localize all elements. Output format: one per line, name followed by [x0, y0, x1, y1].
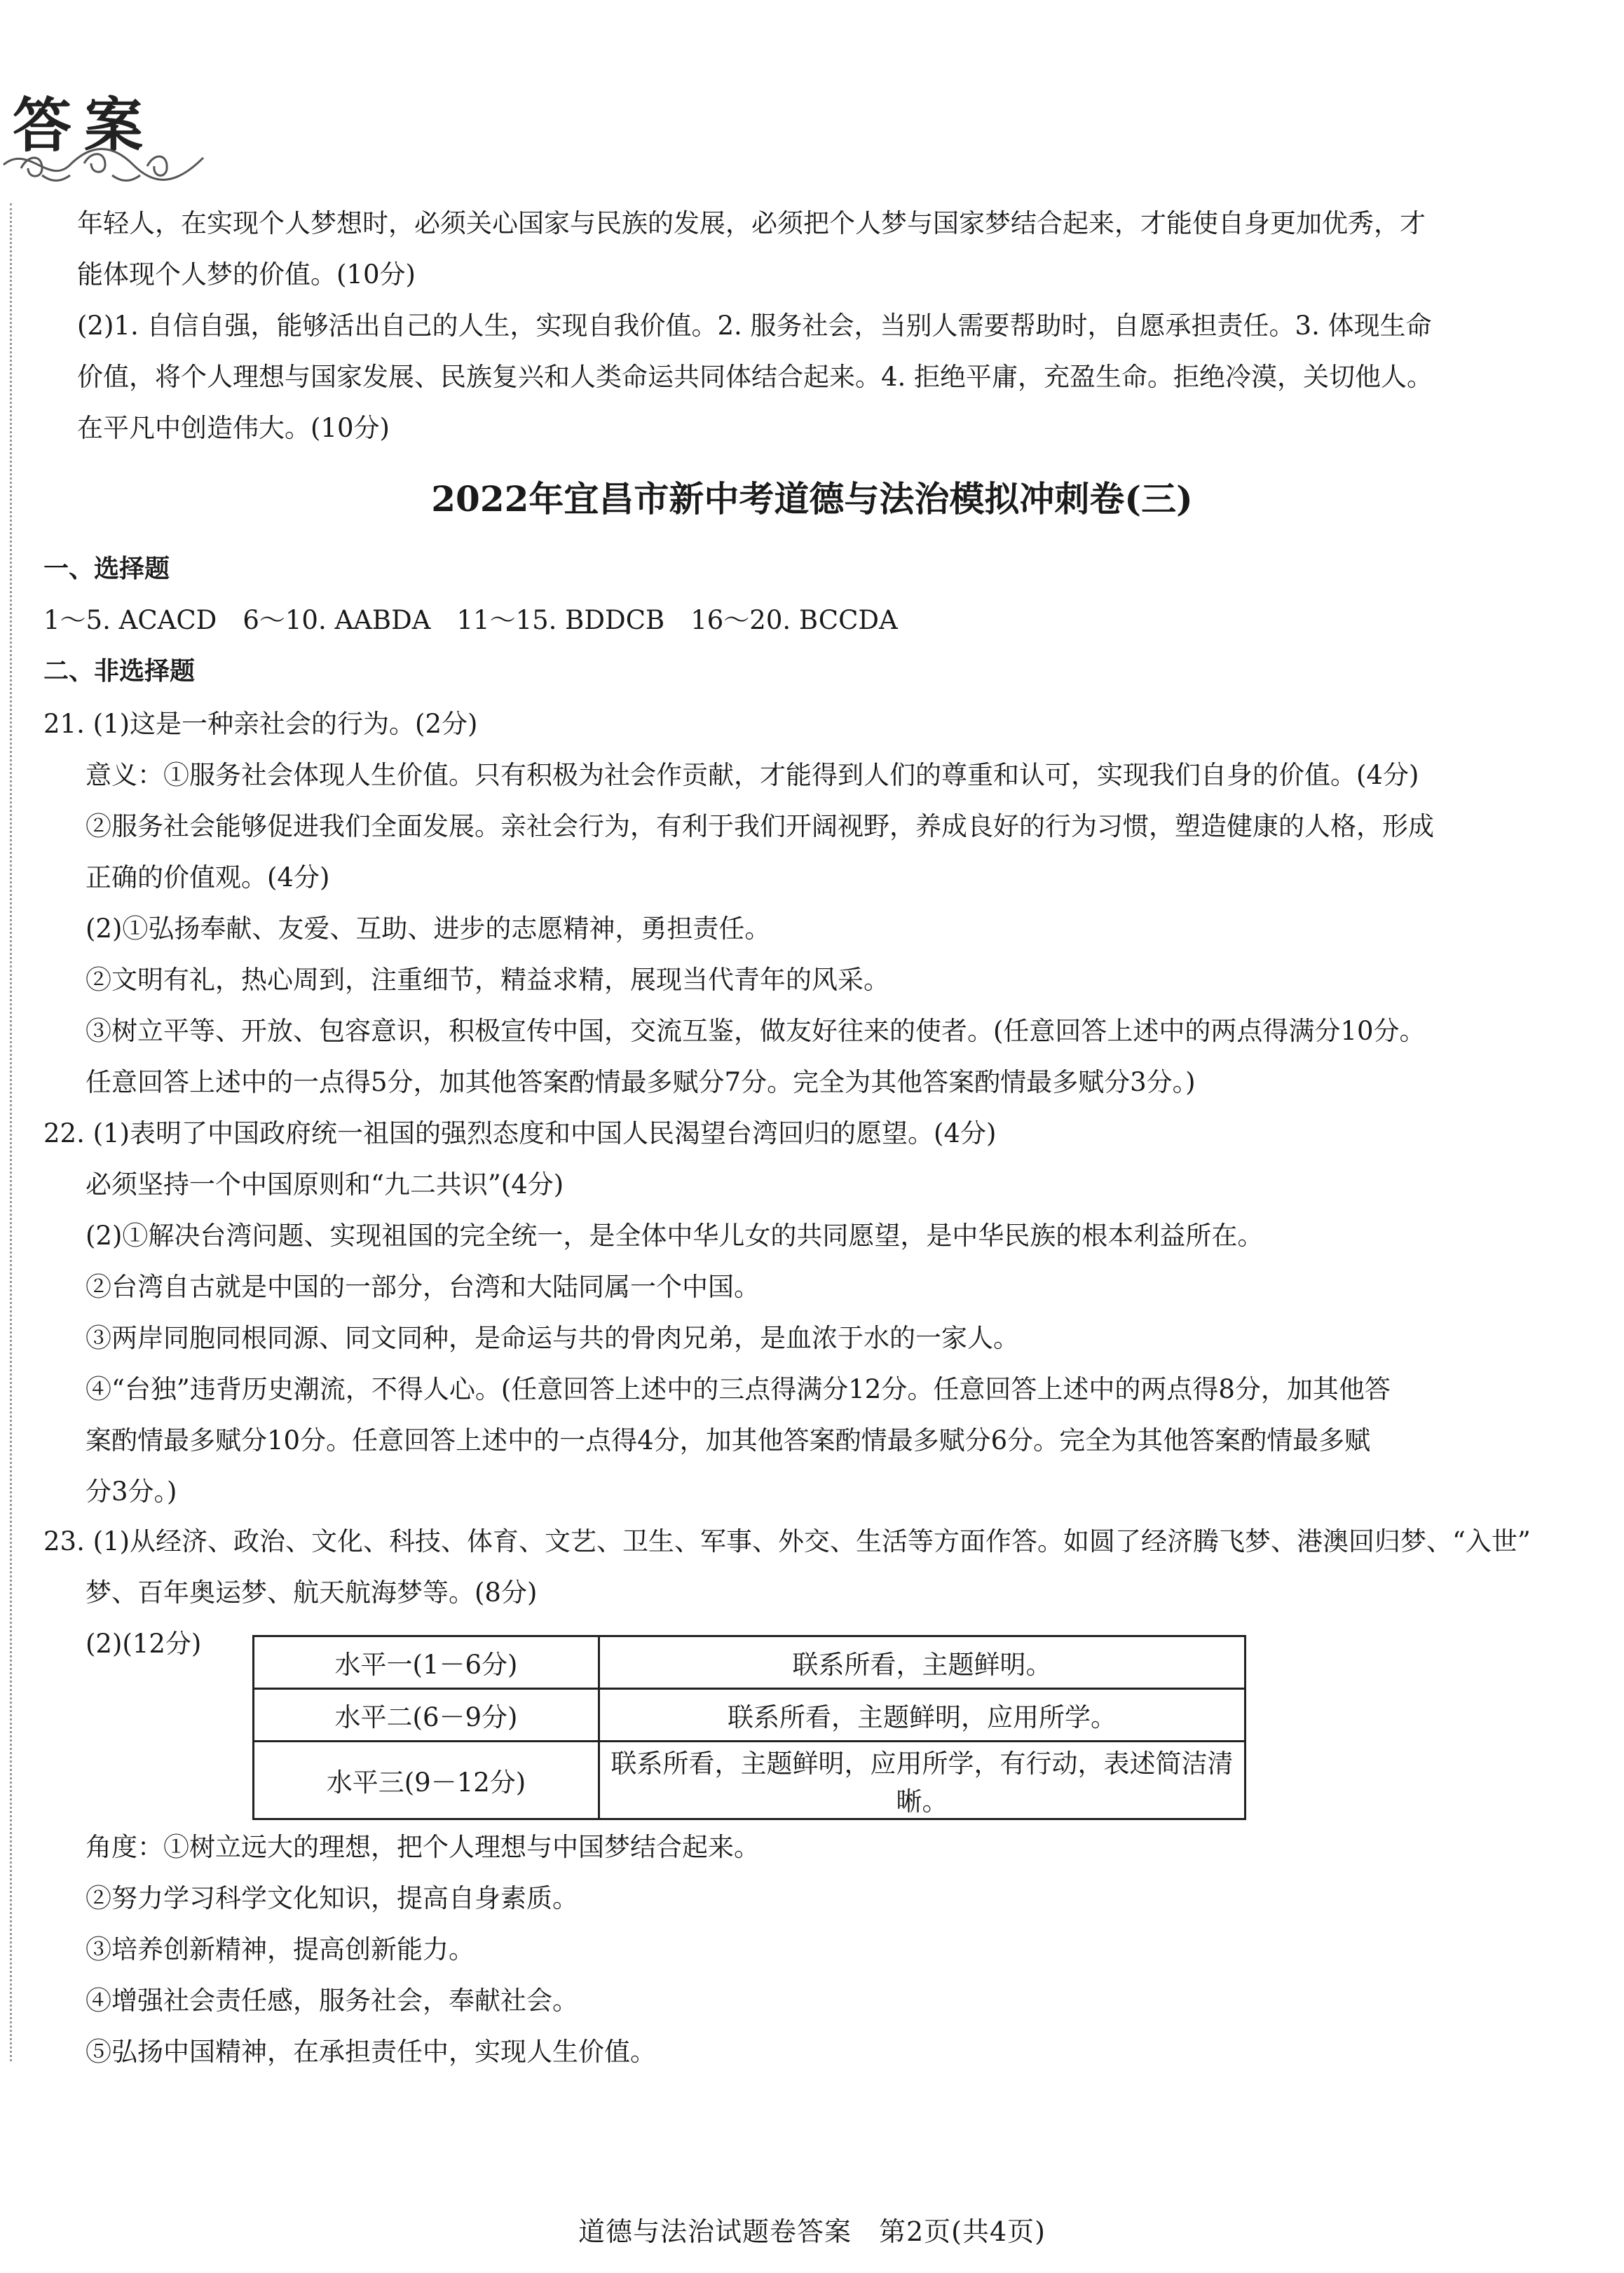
- scoring-rubric-table: [252, 1635, 1246, 1820]
- text-line: ④增强社会责任感，服务社会，奉献社会。: [86, 1986, 578, 2016]
- rubric-desc: 联系所看，主题鲜明，应用所学。: [599, 1689, 1246, 1742]
- text-line: ②服务社会能够促进我们全面发展。亲社会行为，有利于我们开阔视野，养成良好的行为习惯，塑造健康的人格，形成: [86, 811, 1434, 841]
- text-line: 年轻人，在实现个人梦想时，必须关心国家与民族的发展，必须把个人梦与国家梦结合起来，才能使自身更加优秀，才: [77, 208, 1426, 238]
- rubric-desc: 联系所看，主题鲜明，应用所学，有行动，表述简洁清晰。: [599, 1742, 1246, 1819]
- text-line: 分3分。): [86, 1477, 177, 1507]
- text-line: ②文明有礼，热心周到，注重细节，精益求精，展现当代青年的风采。: [86, 965, 889, 995]
- answer-header-title: 答案: [13, 91, 156, 160]
- text-line: (2)①弘扬奉献、友爱、互助、进步的志愿精神，勇担责任。: [86, 914, 771, 944]
- section-choice: [43, 543, 1515, 697]
- text-line: ③培养创新精神，提高创新能力。: [86, 1934, 475, 1965]
- text-line: (2)①解决台湾问题、实现祖国的完全统一，是全体中华儿女的共同愿望，是中华民族的根本利益所在。: [86, 1221, 1264, 1251]
- text-line: 案酌情最多赋分10分。任意回答上述中的一点得4分，加其他答案酌情最多赋分6分。完全为其他答案酌情最多赋: [86, 1425, 1371, 1456]
- text-line: ④“台独”违背历史潮流，不得人心。(任意回答上述中的三点得满分12分。任意回答上述中的两点得8分，加其他答: [86, 1374, 1391, 1404]
- table-row: [254, 1689, 1246, 1742]
- choice-answers: 1～5. ACACD 6～10. AABDA 11～15. BDDCB 16～20. BCCDA: [43, 605, 898, 635]
- rubric-level: 水平一(1－6分): [254, 1636, 599, 1689]
- text-line: 任意回答上述中的一点得5分，加其他答案酌情最多赋分7分。完全为其他答案酌情最多赋分3分。): [86, 1067, 1196, 1097]
- rubric-level: 水平二(6－9分): [254, 1689, 599, 1742]
- section-heading: 二、非选择题: [43, 657, 196, 686]
- text-line: ②努力学习科学文化知识，提高自身素质。: [86, 1883, 578, 1913]
- table-row: [254, 1636, 1246, 1689]
- text-line: ②台湾自古就是中国的一部分，台湾和大陆同属一个中国。: [86, 1272, 760, 1302]
- table-row: [254, 1742, 1246, 1819]
- text-line: 正确的价值观。(4分): [86, 862, 330, 893]
- text-line: (2)1. 自信自强，能够活出自己的人生，实现自我价值。2. 服务社会，当别人需要帮助时，自愿承担责任。3. 体现生命: [77, 311, 1432, 341]
- text-line: 22. (1)表明了中国政府统一祖国的强烈态度和中国人民渴望台湾回归的愿望。(4分): [43, 1118, 997, 1148]
- question-22-block: [43, 1108, 1515, 1517]
- text-line: 能体现个人梦的价值。(10分): [77, 259, 416, 290]
- text-line: (2)(12分): [86, 1629, 202, 1659]
- exam-title: 2022年宜昌市新中考道德与法治模拟冲刺卷(三): [431, 478, 1193, 520]
- question-21-block: [43, 698, 1515, 1108]
- text-line: 梦、百年奥运梦、航天航海梦等。(8分): [86, 1577, 538, 1608]
- page-footer: 道德与法治试题卷答案 第2页(共4页): [578, 2216, 1046, 2247]
- text-line: 必须坚持一个中国原则和“九二共识”(4分): [86, 1169, 564, 1200]
- text-line: 21. (1)这是一种亲社会的行为。(2分): [43, 709, 478, 739]
- text-line: 价值，将个人理想与国家发展、民族复兴和人类命运共同体结合起来。4. 拒绝平庸，充盈生命。拒绝冷漠，关切他人。: [77, 362, 1433, 392]
- text-line: ③两岸同胞同根同源、同文同种，是命运与共的骨肉兄弟，是血浓于水的一家人。: [86, 1323, 1019, 1353]
- rubric-level: 水平三(9－12分): [254, 1742, 599, 1819]
- text-line: ⑤弘扬中国精神，在承担责任中，实现人生价值。: [86, 2037, 656, 2067]
- flourish-ornament-icon: [0, 137, 210, 193]
- text-line: ③树立平等、开放、包容意识，积极宣传中国，交流互鉴，做友好往来的使者。(任意回答上述中的两点得满分10分。: [86, 1016, 1426, 1046]
- section-heading: 一、选择题: [43, 555, 170, 583]
- text-line: 意义：①服务社会体现人生价值。只有积极为社会作贡献，才能得到人们的尊重和认可，实现我们自身的价值。(4分): [86, 760, 1419, 790]
- angle-block: [43, 1821, 1515, 2077]
- rubric-desc: 联系所看，主题鲜明。: [599, 1636, 1246, 1689]
- text-line: 角度：①树立远大的理想，把个人理想与中国梦结合起来。: [86, 1832, 760, 1862]
- text-line: 在平凡中创造伟大。(10分): [77, 413, 390, 443]
- top-answer-block: [77, 198, 1444, 454]
- text-line: 23. (1)从经济、政治、文化、科技、体育、文艺、卫生、军事、外交、生活等方面作答。如圆了经济腾飞梦、港澳回归梦、“入世”: [43, 1526, 1531, 1556]
